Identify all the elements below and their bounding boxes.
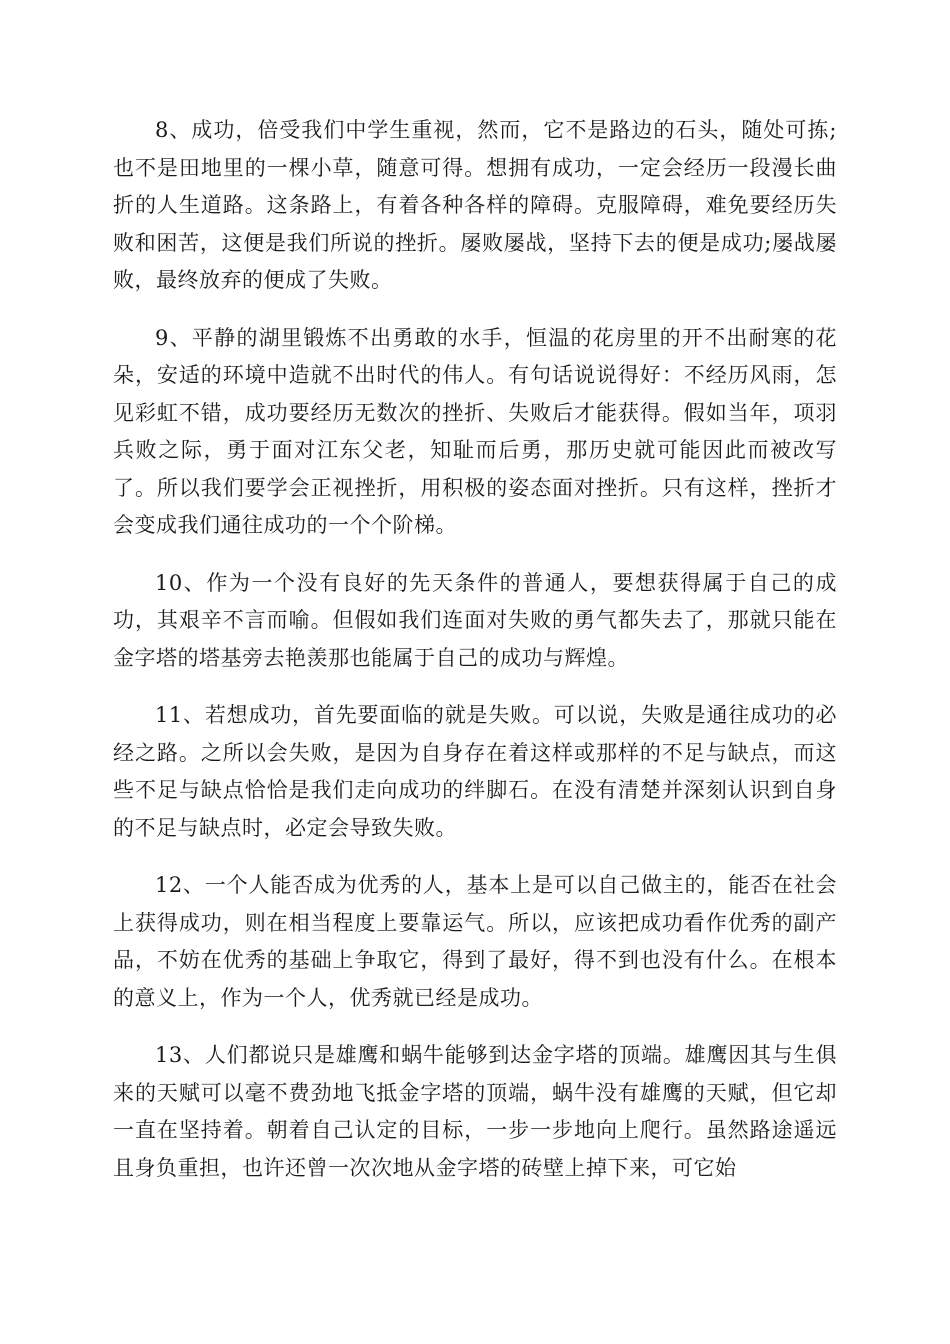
paragraph-12: 12、一个人能否成为优秀的人，基本上是可以自己做主的，能否在社会上获得成功，则在相当程度上要靠运气。所以，应该把成功看作优秀的副产品，不妨在优秀的基础上争取它，得到了最好，得不到也没有什么。在根本的意义上，作为一个人，优秀就已经是成功。 — [113, 873, 837, 1010]
paragraph-9: 9、平静的湖里锻炼不出勇敢的水手，恒温的花房里的开不出耐寒的花朵，安适的环境中造就不出时代的伟人。有句话说说得好：不经历风雨，怎见彩虹不错，成功要经历无数次的挫折、失败后才能获得。假如当年，项羽兵败之际，勇于面对江东父老，知耻而后勇，那历史就可能因此而被改写了。所以我们要学会正视挫折，用积极的姿态面对挫折。只有这样，挫折才会变成我们通往成功的一个个阶梯。 — [113, 325, 837, 537]
paragraph-13: 13、人们都说只是雄鹰和蜗牛能够到达金字塔的顶端。雄鹰因其与生俱来的天赋可以毫不费劲地飞抵金字塔的顶端，蜗牛没有雄鹰的天赋，但它却一直在坚持着。朝着自己认定的目标，一步一步地向上爬行。虽然路途遥远且身负重担，也许还曾一次次地从金字塔的砖壁上掉下来，可它始 — [113, 1043, 837, 1180]
paragraph-8: 8、成功，倍受我们中学生重视，然而，它不是路边的石头，随处可拣;也不是田地里的一棵小草，随意可得。想拥有成功，一定会经历一段漫长曲折的人生道路。这条路上，有着各种各样的障碍。克服障碍，难免要经历失败和困苦，这便是我们所说的挫折。屡败屡战，坚持下去的便是成功;屡战屡败，最终放弃的便成了失败。 — [113, 118, 837, 292]
document-body — [113, 112, 837, 1207]
paragraph-10: 10、作为一个没有良好的先天条件的普通人，要想获得属于自己的成功，其艰辛不言而喻。但假如我们连面对失败的勇气都失去了，那就只能在金字塔的塔基旁去艳羡那也能属于自己的成功与辉煌。 — [113, 570, 837, 670]
paragraph-11: 11、若想成功，首先要面临的就是失败。可以说，失败是通往成功的必经之路。之所以会失败，是因为自身存在着这样或那样的不足与缺点，而这些不足与缺点恰恰是我们走向成功的绊脚石。在没有清楚并深刻认识到自身的不足与缺点时，必定会导致失败。 — [113, 703, 837, 840]
